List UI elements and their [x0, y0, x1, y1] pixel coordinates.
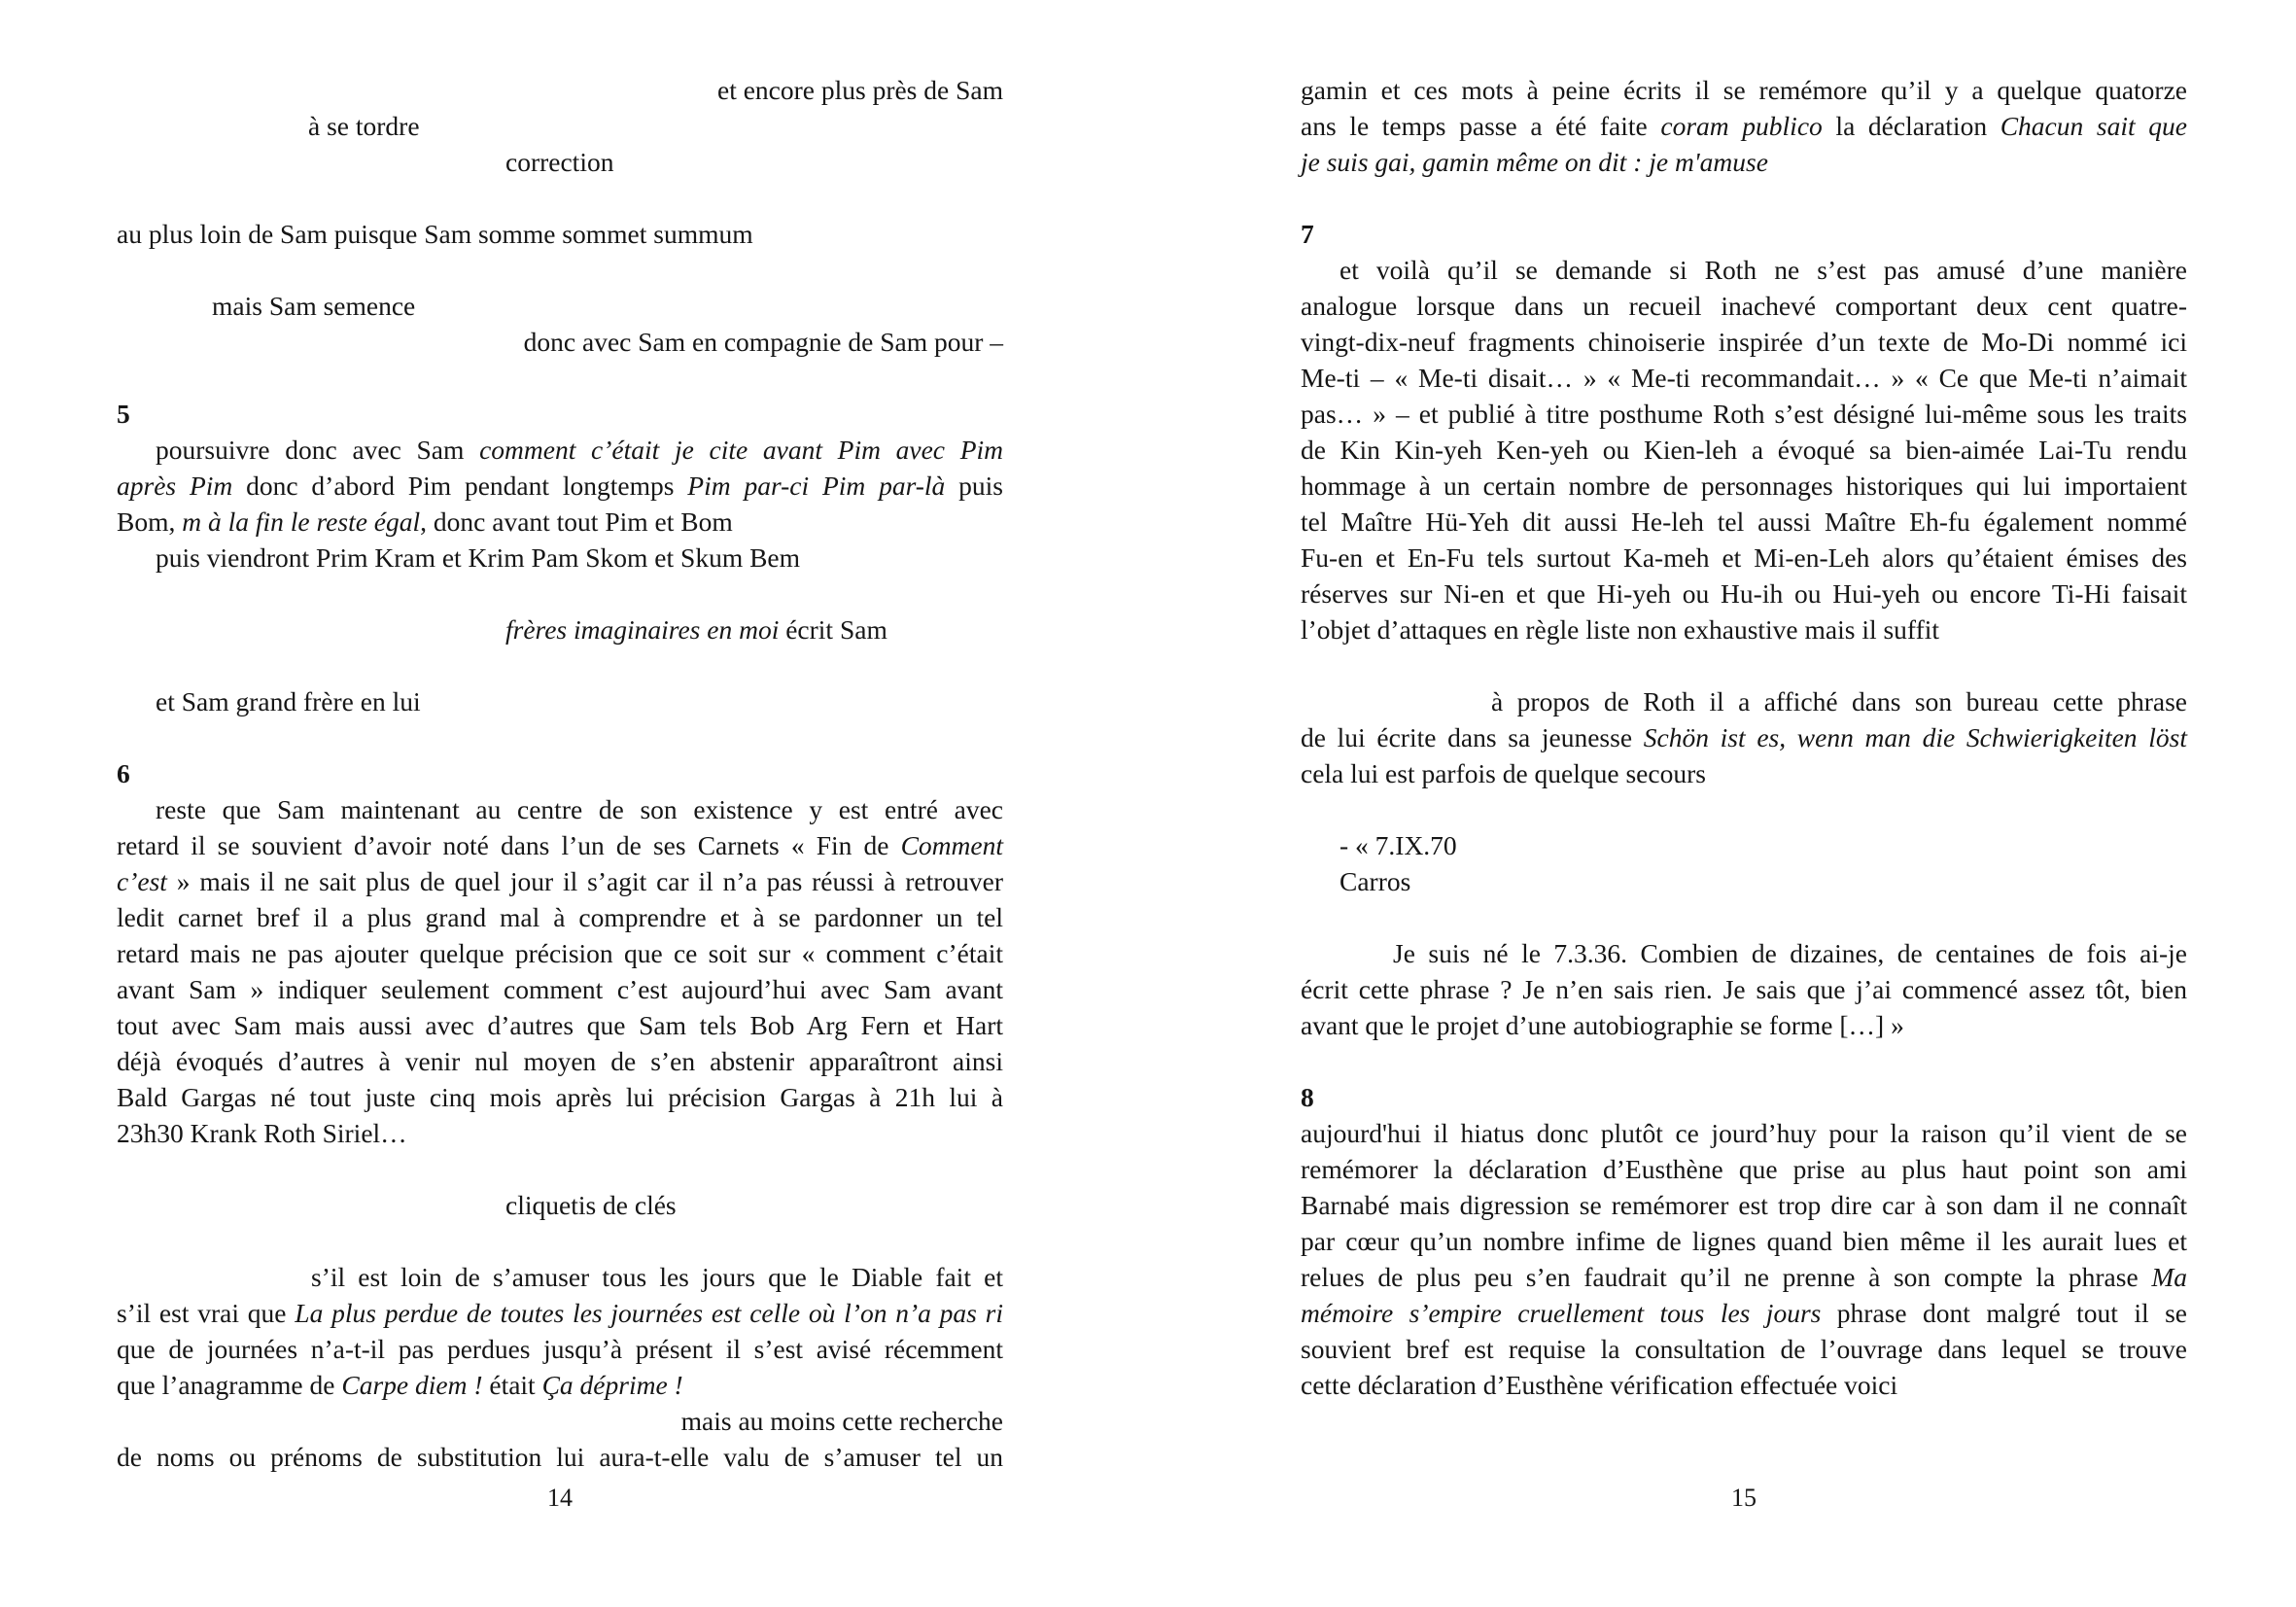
text-run: de lui écrite dans sa jeunesse [1301, 722, 1644, 752]
text-run: et encore plus près de Sam [716, 75, 1003, 105]
text-line [1301, 576, 2187, 611]
text-run: 6 [117, 758, 130, 788]
text-line [1301, 360, 2187, 396]
text-run: puis viendront Prim Kram et Krim Pam Skom et Skum Bem [156, 542, 801, 573]
text-line [1301, 1367, 2187, 1403]
text-run: ans le temps passe a été faite [1301, 111, 1661, 141]
text-line [1301, 396, 2187, 432]
text-line [117, 432, 1003, 468]
text-line [117, 1403, 1003, 1439]
text-run: cette déclaration d’Eusthène vérification effectuée voici [1301, 1370, 1898, 1400]
text-line [1301, 1187, 2187, 1223]
text-line [117, 791, 1003, 827]
text-line [1301, 863, 2187, 899]
text-line [1301, 72, 2187, 108]
text-line [117, 1079, 1003, 1115]
blank-line [117, 1151, 1003, 1187]
text-run: de noms ou prénoms de substitution lui aura-t-elle valu de s’amuser tel un [117, 1442, 1003, 1472]
text-run: avant Sam » indiquer seulement comment c’est aujourd’hui avec Sam avant [117, 974, 1003, 1004]
text-run: tout avec Sam mais aussi avec d’autres que Sam tels Bob Arg Fern et Hart [117, 1010, 1003, 1040]
text-line [117, 144, 1003, 180]
text-run: déjà évoqués d’autres à venir nul moyen de s’en abstenir apparaîtront ainsi [117, 1046, 1003, 1076]
blank-line [1301, 791, 2187, 827]
italic-run: frères imaginaires en moi [505, 614, 780, 645]
italic-run: Pim par-ci Pim par-là [687, 471, 946, 501]
text-run: 8 [1301, 1082, 1314, 1112]
text-line [1301, 108, 2187, 144]
text-line [117, 1295, 1003, 1331]
italic-run: comment c’était je cite avant Pim avec Pim [479, 435, 1003, 465]
text-run: phrase dont malgré tout il se [1821, 1298, 2187, 1328]
text-line [117, 288, 1003, 324]
text-run: ledit carnet bref il a plus grand mal à comprendre et à se pardonner un tel [117, 902, 1003, 932]
text-line [1301, 1259, 2187, 1295]
text-line [117, 396, 1003, 432]
italic-run: Comment [900, 830, 1003, 860]
text-run: poursuivre donc avec Sam [156, 435, 480, 465]
italic-run: c’est [117, 866, 167, 896]
text-run: et voilà qu’il se demande si Roth ne s’est pas amusé d’une manière [1339, 255, 2187, 285]
text-line [117, 324, 1003, 360]
text-run: que l’anagramme de [117, 1370, 342, 1400]
text-run: au plus loin de Sam puisque Sam somme sommet summum [117, 219, 753, 249]
text-run: , donc avant tout Pim et Bom [420, 507, 733, 537]
text-run: Me-ti – « Me-ti disait… » « Me-ti recommandait… » « Ce que Me-ti n’aimait [1301, 363, 2187, 393]
text-run: Carros [1339, 866, 1411, 896]
text-run: était [482, 1370, 542, 1400]
text-line [1301, 1295, 2187, 1331]
text-line [117, 1007, 1003, 1043]
text-run: - « 7.IX.70 [1339, 830, 1457, 860]
text-line [1301, 288, 2187, 324]
text-run: analogue lorsque dans un recueil inachevé comportant deux cent quatre- [1301, 291, 2187, 321]
italic-run: Chacun sait que [2000, 111, 2187, 141]
text-run: donc avec Sam en compagnie de Sam pour – [523, 327, 1003, 357]
text-line [1301, 827, 2187, 863]
blank-line [117, 719, 1003, 755]
italic-run: après Pim [117, 471, 233, 501]
text-line [117, 540, 1003, 576]
left-page-text [117, 72, 1003, 1475]
text-run: Fu-en et En-Fu tels surtout Ka-meh et Mi-en-Leh alors qu’étaient émises des [1301, 542, 2187, 573]
text-run: à se tordre [308, 111, 420, 141]
text-run: par cœur qu’un nombre infime de lignes quand bien même il les aurait lues et [1301, 1226, 2187, 1256]
text-run: 5 [117, 399, 130, 429]
text-run: s’il est vrai que [117, 1298, 296, 1328]
text-run: donc d’abord Pim pendant longtemps [232, 471, 688, 501]
text-line [117, 611, 1003, 647]
text-line [1301, 468, 2187, 504]
italic-run: coram publico [1660, 111, 1823, 141]
text-line [117, 971, 1003, 1007]
text-run: pas… » – et publié à titre posthume Roth s’est désigné lui-même sous les traits [1301, 399, 2187, 429]
left-page-number: 14 [547, 1484, 573, 1512]
text-line [117, 935, 1003, 971]
text-line [117, 1439, 1003, 1475]
text-line [117, 1259, 1003, 1295]
text-run: reste que Sam maintenant au centre de son existence y est entré avec [156, 794, 1003, 824]
text-line [117, 1115, 1003, 1151]
text-line [117, 827, 1003, 863]
italic-run: Schön ist es, wenn man die Schwierigkeiten löst [1643, 722, 2187, 752]
blank-line [117, 576, 1003, 611]
text-line [1301, 1079, 2187, 1115]
text-line [1301, 1331, 2187, 1367]
text-run: retard mais ne pas ajouter quelque précision que ce soit sur « comment c’était [117, 938, 1003, 968]
text-run: tel Maître Hü-Yeh dit aussi He-leh tel aussi Maître Eh-fu également nommé [1301, 507, 2187, 537]
text-run: Je suis né le 7.3.36. Combien de dizaines, de centaines de fois ai-je [1393, 938, 2187, 968]
text-line [1301, 324, 2187, 360]
blank-line [117, 1223, 1003, 1259]
text-run: mais au moins cette recherche [680, 1406, 1003, 1436]
text-line [117, 683, 1003, 719]
text-run: hommage à un certain nombre de personnages historiques qui lui importaient [1301, 471, 2187, 501]
text-line [117, 1043, 1003, 1079]
text-run: puis [945, 471, 1003, 501]
text-line [117, 755, 1003, 791]
text-line [1301, 683, 2187, 719]
right-page-number: 15 [1731, 1484, 1757, 1512]
text-run: avant que le projet d’une autobiographie se forme […] » [1301, 1010, 1904, 1040]
text-run: à propos de Roth il a affiché dans son bureau cette phrase [1491, 686, 2187, 716]
text-run: cliquetis de clés [505, 1190, 677, 1220]
italic-run: Ça déprime ! [541, 1370, 683, 1400]
text-run: et Sam grand frère en lui [156, 686, 421, 716]
text-run: de Kin Kin-yeh Ken-yeh ou Kien-leh a évoqué sa bien-aimée Lai-Tu rendu [1301, 435, 2187, 465]
text-line [1301, 504, 2187, 540]
blank-line [1301, 180, 2187, 216]
text-line [1301, 1115, 2187, 1151]
text-run: la déclaration [1822, 111, 2000, 141]
text-line [1301, 611, 2187, 647]
text-run: correction [505, 147, 614, 177]
text-line [1301, 1151, 2187, 1187]
text-line [117, 1331, 1003, 1367]
text-run: s’il est loin de s’amuser tous les jours que le Diable fait et [311, 1262, 1003, 1292]
text-run: 7 [1301, 219, 1314, 249]
text-line [1301, 935, 2187, 971]
text-line [117, 863, 1003, 899]
text-line [1301, 971, 2187, 1007]
blank-line [117, 252, 1003, 288]
text-run: que de journées n’a-t-il pas perdues jusqu’à présent il s’est avisé récemment [117, 1334, 1003, 1364]
text-line [117, 1187, 1003, 1223]
text-run: retard il se souvient d’avoir noté dans l’un de ses Carnets « Fin de [117, 830, 901, 860]
italic-run: Carpe diem ! [341, 1370, 483, 1400]
text-run: souvient bref est requise la consultation de l’ouvrage dans lequel se trouve [1301, 1334, 2187, 1364]
text-line [1301, 252, 2187, 288]
text-run: relues de plus peu s’en faudrait qu’il ne prenne à son compte la phrase [1301, 1262, 2152, 1292]
text-line [1301, 1007, 2187, 1043]
text-run: gamin et ces mots à peine écrits il se remémore qu’il y a quelque quatorze [1301, 75, 2187, 105]
text-run: l’objet d’attaques en règle liste non exhaustive mais il suffit [1301, 614, 1940, 645]
text-line [1301, 755, 2187, 791]
text-run: aujourd'hui il hiatus donc plutôt ce jourd’huy pour la raison qu’il vient de se [1301, 1118, 2187, 1148]
right-page-text [1301, 72, 2187, 1403]
blank-line [1301, 899, 2187, 935]
text-run: réserves sur Ni-en et que Hi-yeh ou Hu-ih ou Hui-yeh ou encore Ti-Hi faisait [1301, 578, 2187, 609]
text-run: Bom, [117, 507, 183, 537]
blank-line [117, 360, 1003, 396]
text-line [1301, 144, 2187, 180]
blank-line [1301, 1043, 2187, 1079]
text-line [1301, 216, 2187, 252]
text-line [117, 1367, 1003, 1403]
blank-line [1301, 647, 2187, 683]
text-run: Barnabé mais digression se remémorer est trop dire car à son dam il ne connaît [1301, 1190, 2187, 1220]
text-run: mais Sam semence [212, 291, 416, 321]
text-run: écrit Sam [779, 614, 887, 645]
text-line [117, 504, 1003, 540]
text-line [1301, 540, 2187, 576]
text-line [117, 108, 1003, 144]
text-line [1301, 719, 2187, 755]
italic-run: je suis gai, gamin même on dit : je m'amuse [1301, 147, 1768, 177]
text-run: cela lui est parfois de quelque secours [1301, 758, 1706, 788]
italic-run: La plus perdue de toutes les journées est celle où l’on n’a pas ri [295, 1298, 1003, 1328]
text-run: » mais il ne sait plus de quel jour il s’agit car il n’a pas réussi à retrouver [166, 866, 1003, 896]
text-line [117, 899, 1003, 935]
italic-run: m à la fin le reste égal [182, 507, 421, 537]
italic-run: mémoire s’empire cruellement tous les jours [1301, 1298, 1822, 1328]
text-line [1301, 432, 2187, 468]
blank-line [117, 180, 1003, 216]
text-run: Bald Gargas né tout juste cinq mois après lui précision Gargas à 21h lui à [117, 1082, 1003, 1112]
text-line [117, 72, 1003, 108]
text-run: remémorer la déclaration d’Eusthène que prise au plus haut point son ami [1301, 1154, 2187, 1184]
text-run: vingt-dix-neuf fragments chinoiserie inspirée d’un texte de Mo-Di nommé ici [1301, 327, 2187, 357]
italic-run: Ma [2151, 1262, 2187, 1292]
blank-line [117, 647, 1003, 683]
text-line [117, 468, 1003, 504]
text-run: 23h30 Krank Roth Siriel… [117, 1118, 407, 1148]
text-line [1301, 1223, 2187, 1259]
text-line [117, 216, 1003, 252]
text-run: écrit cette phrase ? Je n’en sais rien. Je sais que j’ai commencé assez tôt, bien [1301, 974, 2187, 1004]
